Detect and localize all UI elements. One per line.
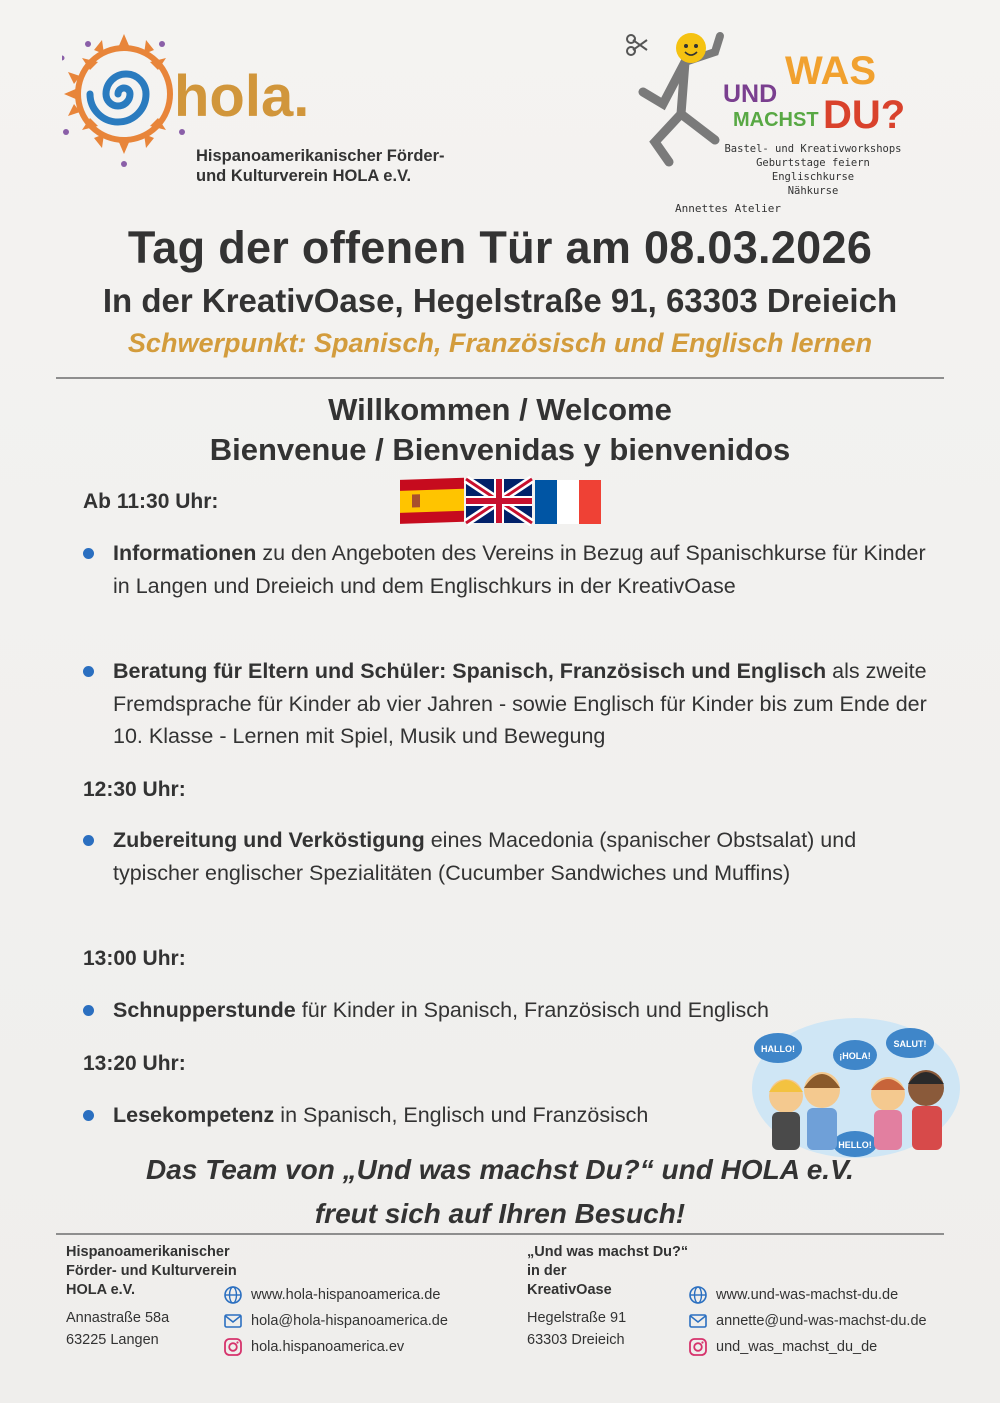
bullet-text: zu den Angeboten des Vereins in Bezug auf Spanischkurse für Kinder in Langen und Dreieich und dem Englischkurs in der KreativOase (113, 541, 926, 598)
divider-top (56, 377, 944, 379)
bubble-hola: ¡HOLA! (839, 1051, 871, 1061)
logo-was: WAS (785, 49, 877, 93)
time-1130: Ab 11:30 Uhr: (83, 490, 219, 513)
service-4: Nähkurse (787, 185, 839, 197)
flags (398, 476, 603, 526)
footer-left-org (66, 1243, 237, 1300)
closing-line1: Das Team von „Und was machst Du?“ und HOLA e.V. (146, 1154, 854, 1185)
footer-right-instagram[interactable] (688, 1336, 948, 1358)
bubble-hallo: HALLO! (761, 1044, 795, 1054)
hola-subtitle-line2: und Kulturverein HOLA e.V. (196, 167, 412, 185)
bullet-dot (83, 1110, 94, 1121)
footer-left-instagram[interactable] (223, 1336, 483, 1358)
footer-left-name1: Hispanoamerikanischer (66, 1244, 230, 1260)
france-flag-icon (535, 480, 601, 524)
child-1-icon (769, 1079, 803, 1150)
footer-right-org (527, 1243, 688, 1300)
spain-flag-icon (400, 478, 464, 524)
footer-left-instagram-text[interactable]: hola.hispanoamerica.ev (251, 1339, 405, 1355)
footer-left-name3: HOLA e.V. (66, 1282, 136, 1298)
bullet-bold: Zubereitung und Verköstigung (113, 828, 425, 852)
bullet-lesekompetenz (83, 1099, 723, 1132)
footer-right-email[interactable] (688, 1310, 948, 1332)
footer-right-name3: KreativOase (527, 1282, 612, 1298)
focus-line: Schwerpunkt: Spanisch, Französisch und Englisch lernen (127, 328, 873, 358)
bullet-dot (83, 1005, 94, 1016)
bubble-salut: SALUT! (893, 1039, 927, 1049)
footer-right-web-text[interactable]: www.und-was-machst-du.de (716, 1287, 899, 1303)
footer-left-street: Annastraße 58a (66, 1310, 170, 1326)
mail-icon (223, 1311, 243, 1331)
service-2: Geburtstage feiern (756, 157, 870, 169)
time-1300: 13:00 Uhr: (83, 947, 186, 970)
bullet-bold: Schnupperstunde (113, 998, 296, 1022)
instagram-icon (223, 1337, 243, 1357)
welcome-line2: Bienvenue / Bienvenidas y bienvenidos (209, 432, 791, 467)
bullet-text: eines Macedonia (spanischer Obstsalat) und typischer englischer Spezialitäten (Cucumber Sandwiches und Muffins) (113, 828, 857, 885)
bullet-dot (83, 835, 94, 846)
footer-right-instagram-text[interactable]: und_was_machst_du_de (716, 1339, 878, 1355)
footer-left-name2: Förder- und Kulturverein (66, 1263, 237, 1279)
time-1230: 12:30 Uhr: (83, 778, 186, 801)
spiral-icon (90, 74, 146, 122)
logo-und: UND (723, 80, 778, 108)
page-title: Tag der offenen Tür am 08.03.2026 (127, 222, 873, 273)
bullet-dot (83, 666, 94, 677)
kids-illustration (750, 1008, 962, 1158)
instagram-icon (688, 1337, 708, 1357)
child-3-icon (871, 1077, 905, 1150)
bullet-text: in Spanisch, Englisch und Französisch (274, 1103, 649, 1127)
footer-left-address (66, 1307, 169, 1351)
atelier-name: Annettes Atelier (675, 202, 781, 215)
globe-icon (688, 1285, 708, 1305)
footer-right-street: Hegelstraße 91 (527, 1310, 627, 1326)
service-3: Englischkurse (771, 171, 855, 183)
service-1: Bastel- und Kreativworkshops (724, 143, 902, 155)
hola-subtitle-line1: Hispanoamerikanischer Förder- (196, 147, 445, 165)
hola-subtitle (196, 146, 445, 186)
bullet-bold: Beratung für Eltern und Schüler: Spanisch, Französisch und Englisch (113, 659, 827, 683)
footer-left-web-text[interactable]: www.hola-hispanoamerica.de (251, 1287, 441, 1303)
footer-left-email-text[interactable]: hola@hola-hispanoamerica.de (251, 1313, 448, 1329)
footer-left-city: 63225 Langen (66, 1332, 159, 1348)
bullet-zubereitung (83, 824, 943, 889)
bullet-text: für Kinder in Spanisch, Französisch und Englisch (295, 998, 770, 1022)
bullet-beratung (83, 655, 943, 753)
footer-right-address (527, 1307, 626, 1351)
footer-right-name2: in der (527, 1263, 567, 1279)
bullet-dot (83, 548, 94, 559)
bullet-bold: Lesekompetenz (113, 1103, 275, 1127)
footer-right-city: 63303 Dreieich (527, 1332, 625, 1348)
bullet-informationen (83, 537, 943, 602)
footer-right-email-text[interactable]: annette@und-was-machst-du.de (716, 1313, 927, 1329)
bubble-hello: HELLO! (838, 1140, 872, 1150)
bullet-text: als zweite Fremdsprache für Kinder ab vier Jahren - sowie Englisch für Kinder bis zum Ende der 10. Klasse - Lernen mit Spiel, Musik und Bewegung (113, 659, 927, 748)
uk-flag-icon (466, 479, 532, 523)
footer-left-web[interactable] (223, 1284, 483, 1306)
logo-du: DU? (823, 93, 906, 137)
welcome-line1: Willkommen / Welcome (328, 392, 672, 427)
bullet-bold: Informationen (113, 541, 257, 565)
time-1320: 13:20 Uhr: (83, 1052, 186, 1075)
logo-machst: MACHST (733, 109, 819, 131)
child-2-icon (804, 1072, 840, 1150)
footer-left-email[interactable] (223, 1310, 483, 1332)
event-location: In der KreativOase, Hegelstraße 91, 63303 Dreieich (102, 282, 898, 319)
mail-icon (688, 1311, 708, 1331)
footer-right-web[interactable] (688, 1284, 948, 1306)
und-was-machst-du-logo (625, 22, 945, 217)
divider-bottom (56, 1233, 944, 1235)
child-4-icon (908, 1070, 944, 1150)
globe-icon (223, 1285, 243, 1305)
closing-line2: freut sich auf Ihren Besuch! (314, 1198, 686, 1229)
dancing-figure-icon (627, 33, 720, 162)
footer-right-name1: „Und was machst Du?“ (527, 1244, 689, 1260)
hola-logo-text: hola. (174, 64, 310, 129)
